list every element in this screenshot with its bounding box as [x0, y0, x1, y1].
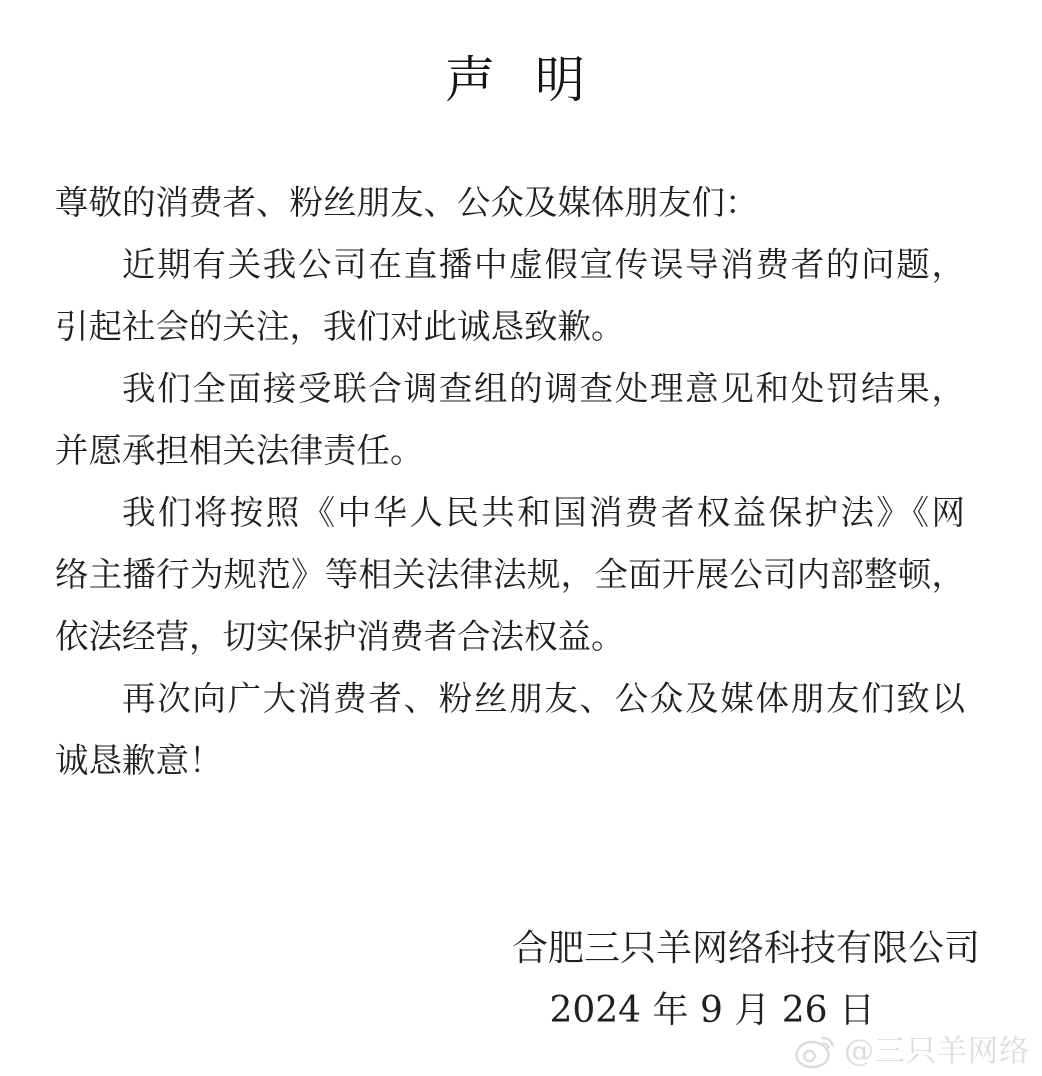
statement-line: 我们将按照《中华人民共和国消费者权益保护法》《网 — [122, 493, 965, 532]
statement-body — [0, 172, 1042, 792]
statement-line: 引起社会的关注，我们对此诚恳致歉。 — [55, 307, 625, 346]
signature-line: 合肥三只羊网络科技有限公司 — [511, 928, 980, 969]
statement-line: 近期有关我公司在直播中虚假宣传误导消费者的问题， — [122, 245, 965, 284]
statement-line: 我们全面接受联合调查组的调查处理意见和处罚结果， — [122, 369, 965, 408]
date-line: 2024 年 9 月 26 日 — [549, 990, 875, 1031]
watermark-handle: @三只羊网络 — [844, 1034, 1030, 1069]
weibo-watermark — [793, 1032, 1030, 1072]
statement-line: 依法经营，切实保护消费者合法权益。 — [55, 617, 625, 656]
statement-title: 声 明 — [445, 51, 597, 109]
statement-line: 诚恳歉意！ — [55, 741, 223, 780]
statement-line: 并愿承担相关法律责任。 — [55, 431, 424, 470]
statement-line: 尊敬的消费者、粉丝朋友、公众及媒体朋友们： — [55, 183, 759, 222]
statement-line: 再次向广大消费者、粉丝朋友、公众及媒体朋友们致以 — [122, 679, 965, 718]
weibo-icon — [793, 1032, 837, 1072]
statement-line: 络主播行为规范》等相关法律法规，全面开展公司内部整顿， — [55, 555, 965, 594]
